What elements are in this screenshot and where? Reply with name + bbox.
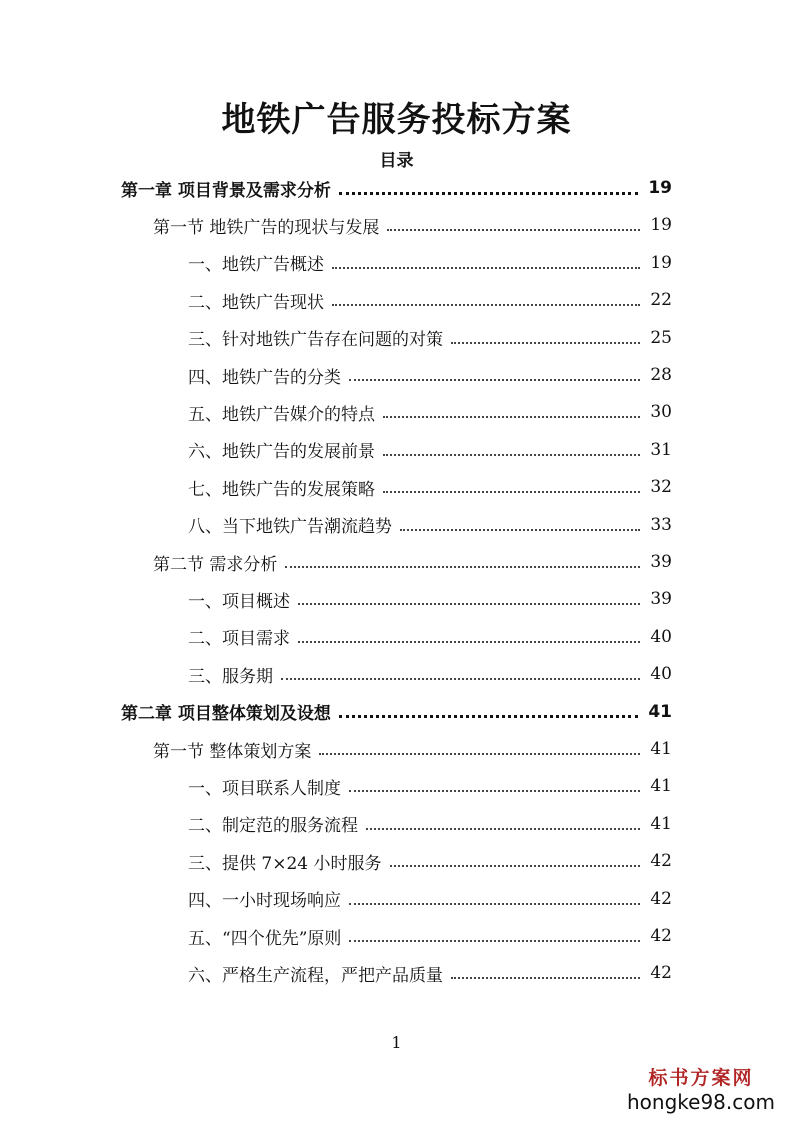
toc-entry[interactable] [188,285,672,315]
toc-entry-label: 五、地铁广告媒介的特点 [188,404,375,425]
toc-leader-dots [298,641,640,643]
toc-entry-label: 一、项目概述 [188,591,290,612]
toc-entry[interactable] [153,210,672,240]
toc-entry-page: 33 [650,514,672,535]
toc-entry[interactable] [188,958,672,988]
toc-leader-dots [451,342,640,344]
toc-entry[interactable] [188,809,672,839]
toc-entry-label: 第一节 地铁广告的现状与发展 [153,217,380,238]
toc-entry-page: 19 [648,178,672,198]
watermark-logo [621,1063,781,1114]
toc-leader-dots [349,379,640,381]
toc-entry-page: 42 [650,851,672,872]
toc-entry-label: 一、地铁广告概述 [188,255,324,276]
toc-entry-page: 39 [650,552,672,572]
toc-entry[interactable] [188,248,672,278]
toc-entry-label: 四、地铁广告的分类 [188,367,341,388]
toc-entry-label: 五、“四个优先”原则 [188,928,342,949]
toc-entry[interactable] [153,734,672,764]
toc-entry-label: 六、严格生产流程，严把产品质量 [188,965,443,986]
toc-entry[interactable] [188,360,672,390]
toc-leader-dots [298,603,640,605]
toc-leader-dots [349,790,640,792]
toc-entry-page: 39 [650,589,672,610]
toc-leader-dots [319,753,640,755]
page-number: 1 [391,1033,402,1052]
toc-entry[interactable] [188,323,672,353]
toc-entry-label: 六、地铁广告的发展前景 [188,442,375,463]
toc-leader-dots [339,192,638,195]
toc-leader-dots [390,865,641,867]
toc-entry[interactable] [188,435,672,465]
toc-leader-dots [383,454,640,456]
toc-entry-page: 41 [650,813,672,834]
toc-entry-label: 第二章 项目整体策划及设想 [121,704,331,725]
toc-entry-page: 25 [650,327,672,348]
toc-entry-page: 42 [650,963,672,984]
toc-leader-dots [451,977,640,979]
toc-entry-label: 二、地铁广告现状 [188,292,324,313]
toc-entry-page: 41 [650,739,672,759]
toc-entry-label: 三、服务期 [188,666,273,687]
toc-entry-label: 第二节 需求分析 [153,554,278,575]
toc-entry-page: 19 [650,215,672,236]
toc-entry-label: 第一节 整体策划方案 [153,741,312,762]
toc-entry-label: 三、提供 7×24 小时服务 [188,853,382,874]
toc-entry[interactable] [121,697,672,727]
toc-entry[interactable] [188,472,672,502]
toc-entry-label: 三、针对地铁广告存在问题的对策 [188,330,443,351]
toc-entry-page: 40 [650,626,672,647]
toc-entry-label: 一、项目联系人制度 [188,778,341,799]
toc-leader-dots [332,267,640,269]
toc-leader-dots [285,566,640,568]
toc-entry-page: 19 [650,252,672,273]
document-title: 地铁广告服务投标方案 [221,100,572,140]
toc-leader-dots [383,416,640,418]
toc-leader-dots [383,491,640,493]
toc-entry-page: 41 [648,701,672,722]
toc-entry-page: 42 [650,926,672,946]
toc-entry[interactable] [121,173,672,203]
toc-leader-dots [387,229,640,231]
toc-entry-page: 42 [650,888,672,909]
toc-entry[interactable] [188,397,672,427]
toc-entry-page: 30 [650,402,672,423]
toc-entry[interactable] [153,547,672,577]
toc-entry[interactable] [188,510,672,540]
toc-entry-page: 41 [650,776,672,797]
toc-leader-dots [349,903,640,905]
toc-entry-label: 二、项目需求 [188,629,290,650]
toc-leader-dots [366,828,640,830]
toc-entry-label: 二、制定范的服务流程 [188,816,358,837]
toc-entry-page: 22 [650,290,672,311]
toc-leader-dots [339,715,638,718]
toc-entry-label: 四、一小时现场响应 [188,891,341,912]
toc-entry-label: 八、当下地铁广告潮流趋势 [188,517,392,538]
watermark-title: 标书方案网 [648,1067,754,1089]
toc-leader-dots [332,304,640,306]
watermark-url: hongke98.com [627,1090,775,1114]
toc-entry[interactable] [188,622,672,652]
toc-leader-dots [400,529,640,531]
toc-heading: 目录 [379,151,414,171]
toc-entry-label: 第一章 项目背景及需求分析 [121,180,331,201]
toc-entry[interactable] [188,771,672,801]
toc-entry[interactable] [188,584,672,614]
toc-entry-page: 31 [650,439,672,460]
toc-entry-page: 32 [650,477,672,498]
toc-leader-dots [281,678,640,680]
toc-entry[interactable] [188,846,672,876]
toc-entry[interactable] [188,884,672,914]
toc-entry-page: 40 [650,664,672,685]
toc-entry-label: 七、地铁广告的发展策略 [188,479,375,500]
toc-entry-page: 28 [650,365,672,385]
toc-entry[interactable] [188,921,672,951]
toc-entry[interactable] [188,659,672,689]
toc-leader-dots [349,940,640,942]
